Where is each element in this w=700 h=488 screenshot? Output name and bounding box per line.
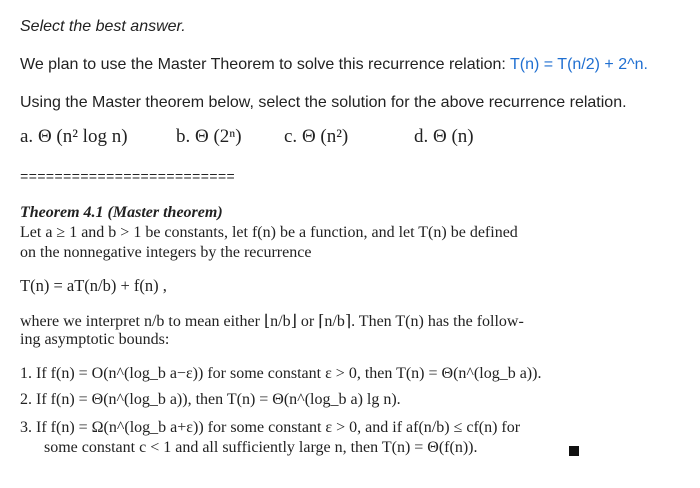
theorem-recurrence: T(n) = aT(n/b) + f(n) , xyxy=(20,276,167,295)
qed-square-icon xyxy=(569,446,579,456)
separator-line: ========================= xyxy=(20,170,236,186)
theorem-case-1: 1. If f(n) = O(n^(log_b a−ε)) for some constant ε > 0, then T(n) = Θ(n^(log_b a)). xyxy=(20,365,542,382)
option-a-expression: Θ (n² log n) xyxy=(37,126,128,147)
option-d[interactable] xyxy=(414,126,474,148)
option-c-letter: c. xyxy=(284,126,298,147)
question-text xyxy=(20,56,648,74)
theorem-case-3-line-2: some constant c < 1 and all sufficiently large n, then T(n) = Θ(f(n)). xyxy=(44,439,478,456)
theorem-line-2: on the nonnegative integers by the recurrence xyxy=(20,244,312,261)
option-d-letter: d. xyxy=(414,126,429,147)
theorem-title: Theorem 4.1 (Master theorem) xyxy=(20,204,223,221)
option-d-expression: Θ (n) xyxy=(433,126,474,147)
option-a-letter: a. xyxy=(20,126,34,147)
option-a[interactable] xyxy=(20,126,128,148)
instruction-text: Select the best answer. xyxy=(20,18,186,35)
instruction-using-theorem: Using the Master theorem below, select the solution for the above recurrence relation. xyxy=(20,94,627,111)
option-b-letter: b. xyxy=(176,126,191,147)
theorem-case-2: 2. If f(n) = Θ(n^(log_b a)), then T(n) = Θ(n^(log_b a) lg n). xyxy=(20,391,401,408)
question-prefix: We plan to use the Master Theorem to solve this recurrence relation: xyxy=(20,56,511,73)
option-b[interactable] xyxy=(176,126,242,148)
theorem-line-1: Let a ≥ 1 and b > 1 be constants, let f(n) be a function, and let T(n) be defined xyxy=(20,224,518,241)
option-c-expression: Θ (n²) xyxy=(301,126,349,147)
theorem-case-3-line-1: 3. If f(n) = Ω(n^(log_b a+ε)) for some constant ε > 0, and if af(n/b) ≤ cf(n) for xyxy=(20,419,521,436)
theorem-line-5: ing asymptotic bounds: xyxy=(20,331,170,348)
option-b-expression: Θ (2ⁿ) xyxy=(195,126,242,147)
option-c[interactable] xyxy=(284,126,348,148)
theorem-line-4: where we interpret n/b to mean either ⌊n/b⌋ or ⌈n/b⌉. Then T(n) has the follow- xyxy=(20,313,524,330)
recurrence-relation: T(n) = T(n/2) + 2^n. xyxy=(510,56,648,73)
